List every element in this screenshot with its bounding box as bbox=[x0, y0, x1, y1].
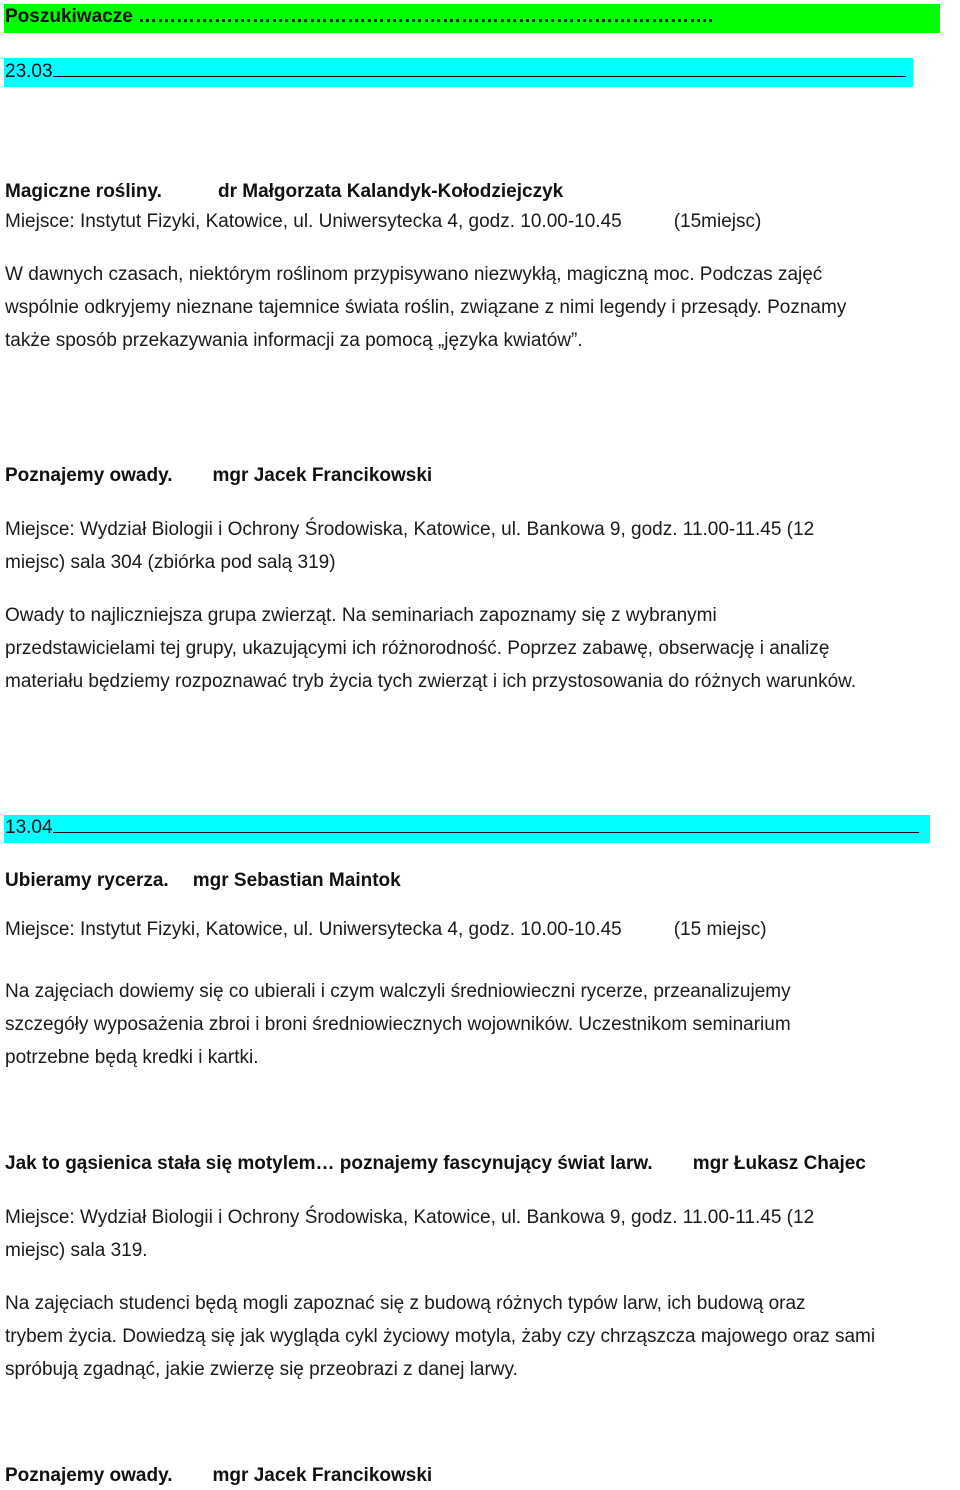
description-line: przedstawicielami tej grupy, ukazującymi ich różnorodność. Poprzez zabawę, obserwację i analizę bbox=[5, 638, 830, 659]
event-title: Jak to gąsienica stała się motylem… poznajemy fascynujący świat larw. bbox=[5, 1153, 653, 1174]
description-line: Owady to najliczniejsza grupa zwierząt. Na seminariach zapoznamy się z wybranymi bbox=[5, 605, 717, 626]
description-line: spróbują zgadnąć, jakie zwierzę się przeobrazi z danej larwy. bbox=[5, 1359, 518, 1380]
event-description bbox=[5, 1287, 960, 1386]
event-description bbox=[5, 975, 960, 1074]
event-title-row bbox=[5, 465, 432, 487]
event-description bbox=[5, 258, 960, 357]
event-speaker: mgr Sebastian Maintok bbox=[192, 870, 401, 891]
description-line: W dawnych czasach, niektórym roślinom przypisywano niezwykłą, magiczną moc. Podczas zajęć bbox=[5, 264, 823, 285]
event-title-row bbox=[5, 870, 401, 892]
date-label: 23.03 bbox=[5, 61, 53, 82]
place-line: miejsc) sala 304 (zbiórka pod salą 319) bbox=[5, 552, 336, 573]
place-line: Miejsce: Wydział Biologii i Ochrony Środowiska, Katowice, ul. Bankowa 9, godz. 11.00-11.45 (12 bbox=[5, 519, 815, 540]
event-description bbox=[5, 599, 960, 698]
date-label: 13.04 bbox=[5, 817, 53, 838]
date-underline bbox=[53, 75, 906, 77]
event-title-row bbox=[5, 181, 563, 203]
date-heading bbox=[5, 61, 906, 83]
event-title: Magiczne rośliny. bbox=[5, 181, 162, 202]
place-line: Miejsce: Wydział Biologii i Ochrony Środowiska, Katowice, ul. Bankowa 9, godz. 11.00-11.45 (12 bbox=[5, 1207, 815, 1228]
page-title: Poszukiwacze ………………………………………………………………………………. bbox=[5, 6, 714, 27]
description-line: wspólnie odkryjemy nieznane tajemnice świata roślin, związane z nimi legendy i przesądy. Poznamy bbox=[5, 297, 847, 318]
event-place: Miejsce: Instytut Fizyki, Katowice, ul. Uniwersytecka 4, godz. 10.00-10.45 bbox=[5, 919, 622, 940]
event-seats: (15 miejsc) bbox=[673, 919, 767, 940]
description-line: Na zajęciach dowiemy się co ubierali i czym walczyli średniowieczni rycerze, przeanalizujemy bbox=[5, 981, 791, 1002]
event-title-row bbox=[5, 1153, 866, 1175]
event-place-row bbox=[5, 919, 767, 941]
event-place bbox=[5, 1201, 960, 1267]
date-underline bbox=[53, 831, 919, 833]
event-seats: (15miejsc) bbox=[673, 211, 762, 232]
description-line: potrzebne będą kredki i kartki. bbox=[5, 1047, 259, 1068]
description-line: szczegóły wyposażenia zbroi i broni średniowiecznych wojowników. Uczestnikom seminarium bbox=[5, 1014, 791, 1035]
description-line: materiału będziemy rozpoznawać tryb życia tych zwierząt i ich przystosowania do różnych warunków. bbox=[5, 671, 857, 692]
event-title: Poznajemy owady. bbox=[5, 1465, 173, 1486]
description-line: trybem życia. Dowiedzą się jak wygląda cykl życiowy motyla, żaby czy chrząszcza majowego oraz sami bbox=[5, 1326, 876, 1347]
event-title: Poznajemy owady. bbox=[5, 465, 173, 486]
event-speaker: mgr Jacek Francikowski bbox=[212, 1465, 433, 1486]
place-line: miejsc) sala 319. bbox=[5, 1240, 148, 1261]
event-speaker: mgr Jacek Francikowski bbox=[212, 465, 433, 486]
date-heading bbox=[5, 817, 919, 839]
event-place: Miejsce: Instytut Fizyki, Katowice, ul. Uniwersytecka 4, godz. 10.00-10.45 bbox=[5, 211, 622, 232]
event-place bbox=[5, 513, 960, 579]
description-line: Na zajęciach studenci będą mogli zapoznać się z budową różnych typów larw, ich budową oraz bbox=[5, 1293, 806, 1314]
event-title-row bbox=[5, 1465, 432, 1487]
description-line: także sposób przekazywania informacji za pomocą „języka kwiatów”. bbox=[5, 330, 583, 351]
event-place-row bbox=[5, 211, 761, 233]
event-speaker: dr Małgorzata Kalandyk-Kołodziejczyk bbox=[217, 181, 564, 202]
event-speaker: mgr Łukasz Chajec bbox=[692, 1153, 866, 1174]
event-title: Ubieramy rycerza. bbox=[5, 870, 169, 891]
